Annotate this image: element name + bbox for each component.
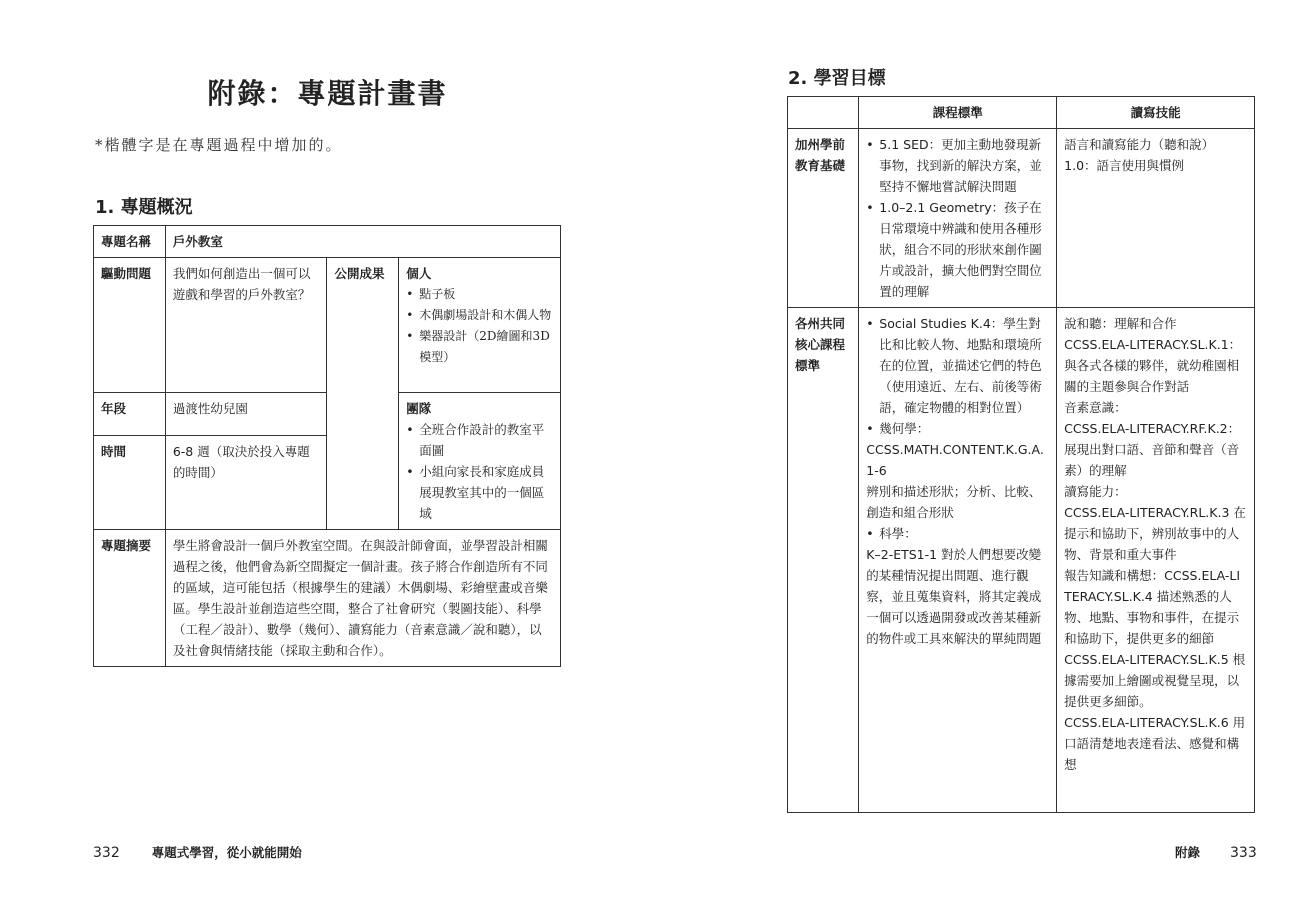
time-value: 6-8 週（取決於投入專題的時間） bbox=[165, 436, 327, 530]
summary-value: 學生將會設計一個戶外教室空間。在與設計師會面，並學習設計相關過程之後，他們會為新空間擬定一個計畫。孩子將合作創造所有不同的區域，這可能包括（根據學生的建議）木偶劇場、彩繪壁畫或音樂區。學生設計並創造這些空間，整合了社會研究（製圖技能）、科學（工程／設計）、數學（幾何）、讀寫能力（音素意識／說和聽），以及社會與情緒技能（採取主動和合作）。 bbox=[165, 530, 560, 667]
section-title: 附錄 bbox=[1175, 845, 1201, 860]
individual-cell bbox=[399, 258, 561, 393]
literacy-line: 讀寫能力： bbox=[1064, 484, 1127, 499]
footer-left bbox=[93, 843, 302, 861]
item-heading: 幾何學： bbox=[879, 421, 930, 436]
grade-value: 過渡性幼兒園 bbox=[165, 393, 327, 436]
list-item bbox=[866, 418, 1049, 439]
list-item: • 點子板 bbox=[406, 284, 553, 305]
cc-standards-cell bbox=[859, 308, 1057, 813]
ca-standards-cell bbox=[859, 129, 1057, 308]
ca-literacy-cell bbox=[1057, 129, 1255, 308]
individual-list bbox=[406, 284, 553, 368]
page-number: 333 bbox=[1230, 845, 1257, 861]
time-label: 時間 bbox=[94, 436, 166, 530]
cc-standards-list-2 bbox=[866, 523, 1049, 544]
team-cell bbox=[399, 393, 561, 530]
literacy-line: CCSS.ELA-LITERACY.RF.K.2：展現出對口語、音節和聲音（音素）的理解 bbox=[1064, 421, 1241, 478]
ca-standards-list bbox=[866, 134, 1049, 302]
page-title: 附錄：專題計畫書 bbox=[207, 77, 448, 110]
column-header: 課程標準 bbox=[859, 97, 1057, 129]
literacy-line: 報告知識和構想：CCSS.ELA-LITERACY.SL.K.4 描述熟悉的人物、地點、事物和事件，在提示和協助下，提供更多的細節 bbox=[1064, 568, 1241, 646]
book-title: 專題式學習，從小就能開始 bbox=[151, 845, 302, 860]
project-name-label: 專題名稱 bbox=[94, 226, 166, 258]
label-line: 標準 bbox=[795, 358, 821, 373]
project-name-value: 戶外教室 bbox=[165, 226, 560, 258]
list-item: • 全班合作設計的教室平面圖 bbox=[406, 419, 553, 461]
common-core-label bbox=[788, 308, 859, 813]
list-item: • 1.0–2.1 Geometry：孩子在日常環境中辨識和使用各種形狀，組合不同的形狀來創作圖片或設計，擴大他們對空間位置的理解 bbox=[866, 197, 1049, 302]
overview-table bbox=[93, 225, 561, 667]
label-line: 教育基礎 bbox=[795, 158, 846, 173]
team-list bbox=[406, 419, 553, 524]
page-number: 332 bbox=[93, 845, 120, 861]
literacy-line: 語言和讀寫能力（聽和說） bbox=[1064, 137, 1215, 152]
summary-label: 專題摘要 bbox=[94, 530, 166, 667]
label-line: 各州共同 bbox=[795, 316, 846, 331]
public-product-label: 公開成果 bbox=[327, 258, 399, 530]
list-item: • 樂器設計（2D繪圖和3D模型） bbox=[406, 326, 553, 368]
list-item: • 木偶劇場設計和木偶人物 bbox=[406, 305, 553, 326]
label-line: 加州學前 bbox=[795, 137, 846, 152]
section-heading-goals: 2. 學習目標 bbox=[788, 68, 886, 89]
grade-label: 年段 bbox=[94, 393, 166, 436]
item-text: K–2-ETS1-1 對於人們想要改變的某種情況提出問題、進行觀察，並且蒐集資料，將其定義成一個可以透過開發或改善某種新的物件或工具來解決的單純問題 bbox=[866, 547, 1042, 646]
cc-literacy-cell bbox=[1057, 308, 1255, 813]
cc-standards-list bbox=[866, 313, 1049, 439]
team-label: 團隊 bbox=[406, 401, 432, 416]
driving-question-label: 驅動問題 bbox=[94, 258, 166, 393]
list-item: • Social Studies K.4：學生對比和比較人物、地點和環境所在的位置，並描述它們的特色（使用遠近、左右、前後等術語，確定物體的相對位置） bbox=[866, 313, 1049, 418]
literacy-line: 1.0：語言使用與慣例 bbox=[1064, 158, 1185, 173]
learning-goals-table bbox=[787, 96, 1255, 813]
individual-label: 個人 bbox=[406, 266, 432, 281]
right-page bbox=[655, 0, 1310, 902]
literacy-line: CCSS.ELA-LITERACY.SL.K.1：與各式各樣的夥伴，就幼稚園相關的主題參與合作對話 bbox=[1064, 337, 1242, 394]
item-code: CCSS.MATH.CONTENT.K.G.A.1-6 bbox=[866, 442, 1044, 478]
literacy-line: 說和聽：理解和合作 bbox=[1064, 316, 1177, 331]
corner-cell bbox=[788, 97, 859, 129]
list-item: • 小組向家長和家庭成員展現教室其中的一個區域 bbox=[406, 461, 553, 524]
footer-right bbox=[1175, 843, 1257, 861]
driving-question-value: 我們如何創造出一個可以遊戲和學習的戶外教室？ bbox=[165, 258, 327, 393]
section-heading-overview: 1. 專題概況 bbox=[95, 197, 193, 218]
italic-note: *楷體字是在專題過程中增加的。 bbox=[95, 136, 343, 154]
column-header: 讀寫技能 bbox=[1057, 97, 1255, 129]
ca-foundations-label bbox=[788, 129, 859, 308]
literacy-line: 音素意識： bbox=[1064, 400, 1127, 415]
item-text: 辨別和描述形狀；分析、比較、創造和組合形狀 bbox=[866, 484, 1042, 520]
list-item: • 科學： bbox=[866, 523, 1049, 544]
list-item: • 5.1 SED：更加主動地發現新事物，找到新的解決方案，並堅持不懈地嘗試解決問題 bbox=[866, 134, 1049, 197]
label-line: 核心課程 bbox=[795, 337, 846, 352]
literacy-line: CCSS.ELA-LITERACY.RL.K.3 在提示和協助下，辨別故事中的人物、背景和重大事件 bbox=[1064, 505, 1246, 562]
literacy-line: CCSS.ELA-LITERACY.SL.K.6 用口語清楚地表達看法、感覺和構想 bbox=[1064, 715, 1246, 772]
literacy-line: CCSS.ELA-LITERACY.SL.K.5 根據需要加上繪圖或視覺呈現，以提供更多細節。 bbox=[1064, 652, 1246, 709]
